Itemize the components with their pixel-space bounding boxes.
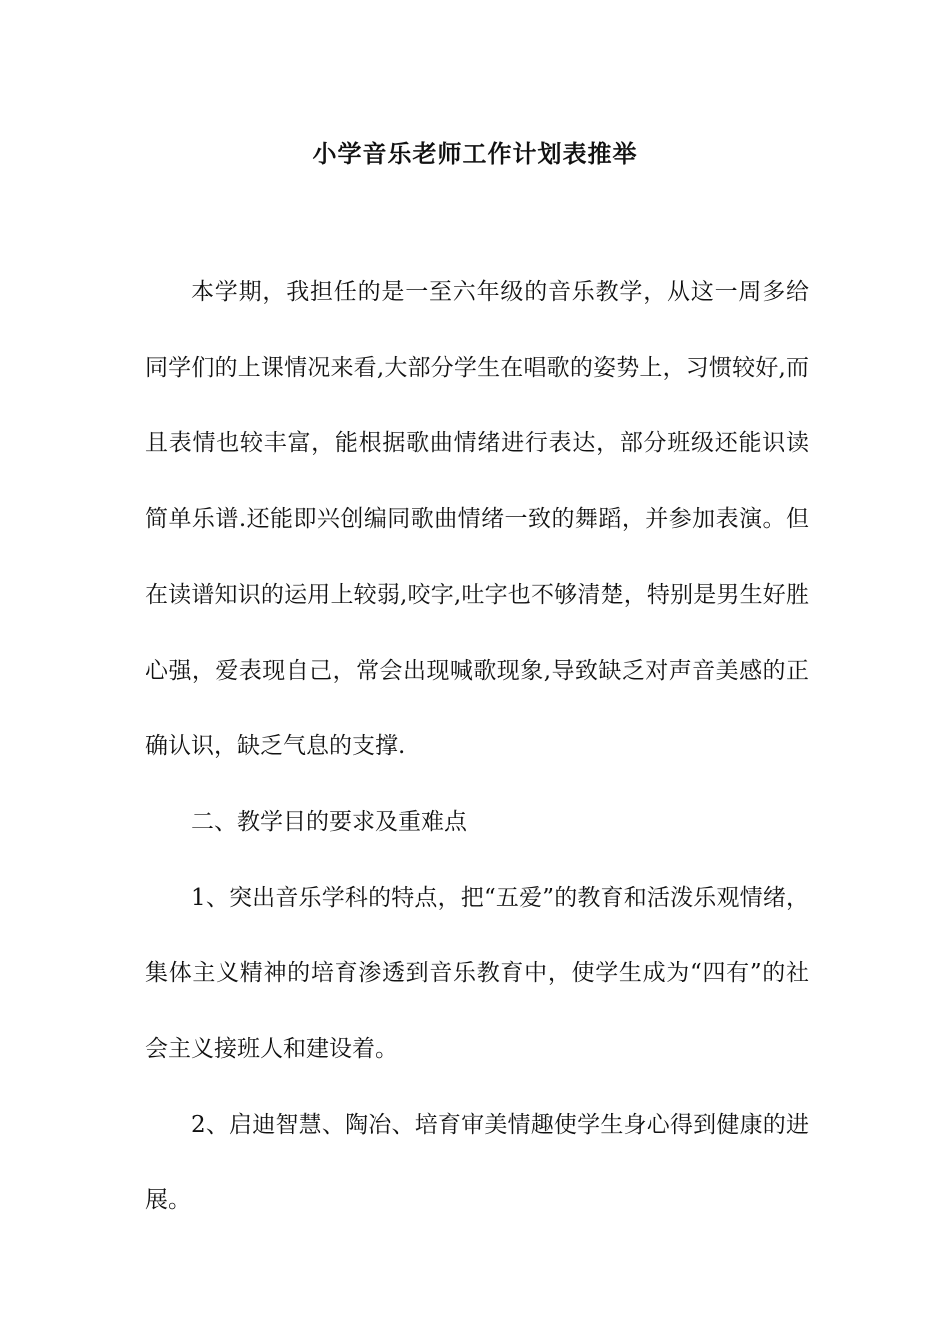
document-body [145, 255, 809, 1239]
list-item: 1、突出音乐学科的特点，把“五爱”的教育和活泼乐观情绪，集体主义精神的培育渗透到音乐教育中，使学生成为“四有”的社会主义接班人和建设着。 [145, 884, 809, 1063]
paragraph-intro: 本学期，我担任的是一至六年级的音乐教学，从这一周多给同学们的上课情况来看,大部分学生在唱歌的姿势上，习惯较好,而且表情也较丰富，能根据歌曲情绪进行表达，部分班级还能识读简单乐谱.还能即兴创编同歌曲情绪一致的舞蹈，并参加表演。但在读谱知识的运用上较弱,咬字,吐字也不够清楚，特别是男生好胜心强，爱表现自己，常会出现喊歌现象,导致缺乏对声音美感的正确认识，缺乏气息的支撑. [145, 279, 809, 760]
document-title: 小学音乐老师工作计划表推举 [312, 140, 638, 168]
list-item: 2、启迪智慧、陶冶、培育审美情趣使学生身心得到健康的进展。 [145, 1111, 809, 1214]
section-heading: 二、教学目的要求及重难点 [191, 808, 467, 835]
